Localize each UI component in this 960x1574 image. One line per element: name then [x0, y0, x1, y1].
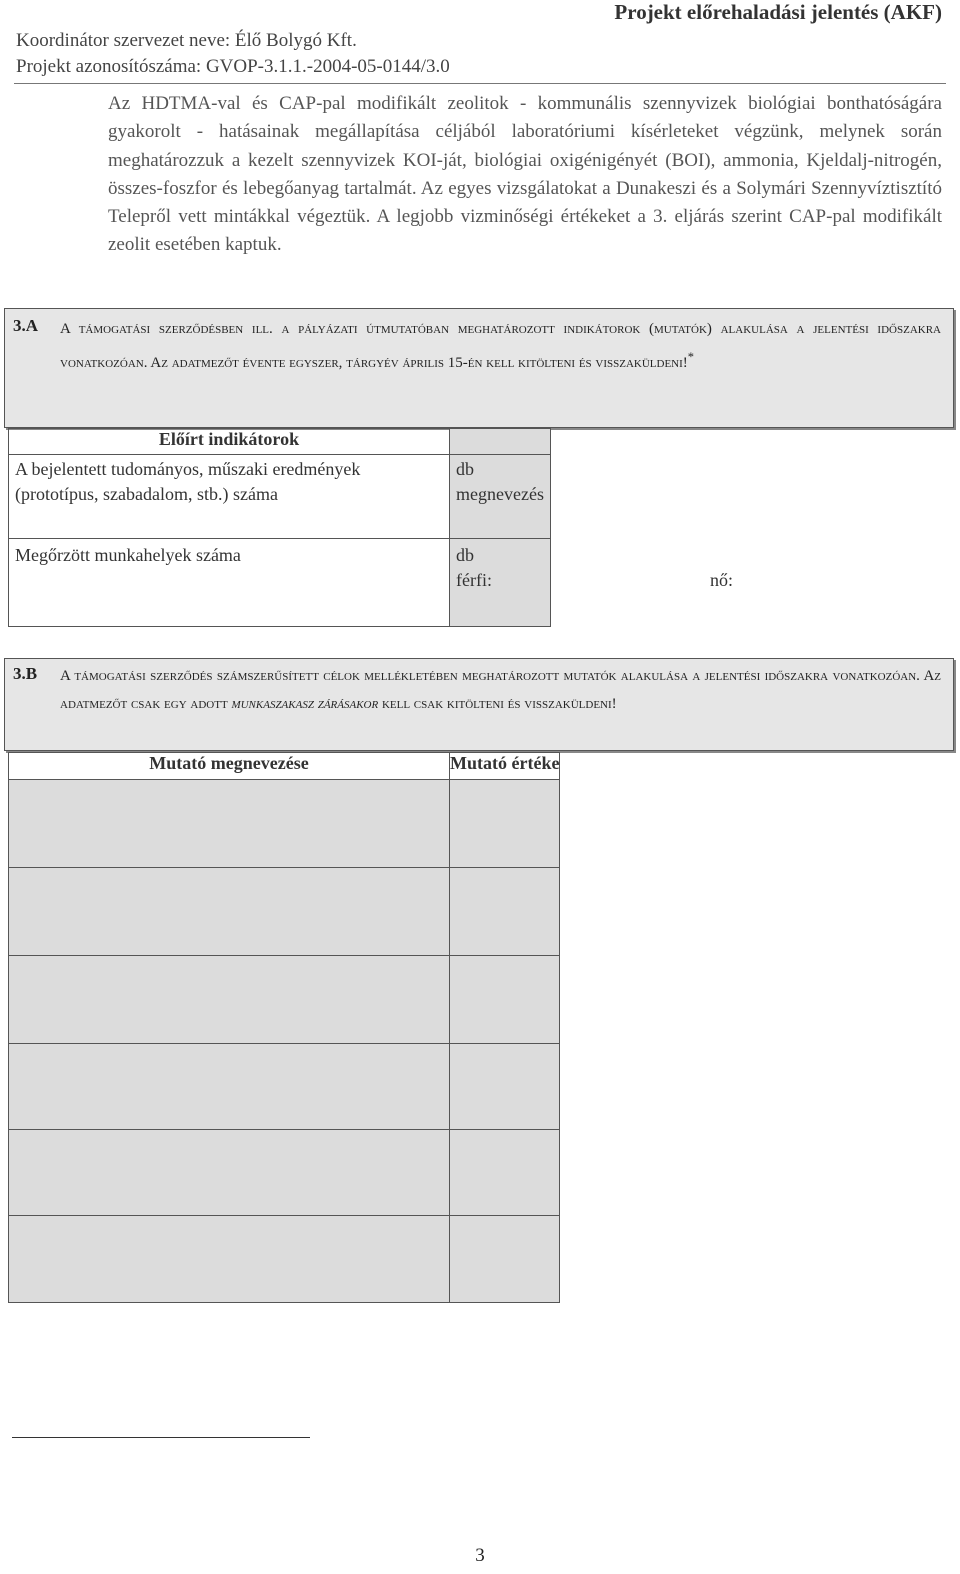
row2-male: férfi: — [456, 570, 492, 590]
section-b-text-part1: A támogatási szerződés számszerűsített célok mellékletében meghatározott mutatók alakulása a jelentési időszakra vonatkozóan. Az adatmezőt csak egy adott — [60, 668, 941, 712]
metric-name-cell[interactable] — [9, 1216, 450, 1303]
metric-value-cell[interactable] — [450, 1216, 560, 1303]
section-b-number: 3.B — [13, 664, 38, 683]
coordinator-name: Koordinátor szervezet neve: Élő Bolygó Kft. — [16, 30, 357, 51]
metric-value-cell[interactable] — [450, 1130, 560, 1216]
indicators-header: Előírt indikátorok — [9, 429, 450, 455]
indicators-header-empty — [450, 429, 551, 455]
section-b-box — [4, 658, 954, 751]
section-b-text-italic: munkaszakasz zárásakor — [231, 696, 379, 712]
metric-name-header: Mutató megnevezése — [9, 753, 450, 780]
metric-name-cell[interactable] — [9, 1044, 450, 1130]
row2-db: db — [456, 545, 474, 565]
section-b-text-part2: kell csak kitölteni és visszaküldeni! — [378, 696, 617, 712]
row1-value-cell[interactable] — [450, 455, 551, 539]
row1-name: megnevezés — [456, 484, 544, 504]
metric-value-cell[interactable] — [450, 868, 560, 956]
row1-db: db — [456, 459, 474, 479]
row2-female: nő: — [710, 570, 734, 590]
metric-value-cell[interactable] — [450, 780, 560, 868]
report-title: Projekt előrehaladási jelentés (AKF) — [614, 0, 942, 24]
intro-paragraph: Az HDTMA-val és CAP-pal modifikált zeolitok - kommunális szennyvizek biológiai bonthatóságára gyakorolt - hatásainak megállapítása céljából laboratóriumi kísérleteket végzünk, melynek során meghatározzuk a kezelt szennyvizek KOI-ját, biológiai oxigénigényét (BOI), ammonia, Kjeldalj-nitrogén, összes-foszfor és lebegőanyag tartalmát. Az egyes vizsgálatokat a Dunakeszi és a Solymári Szennyvíztisztító Telepről vett mintákkal végeztük. A legjobb vizminőségi értékeket a 3. eljárás szerint CAP-pal modifikált zeolit esetében kaptuk. — [108, 93, 942, 256]
metric-value-header: Mutató értéke — [450, 753, 560, 780]
header-rule — [14, 83, 946, 84]
section-a-text — [60, 315, 941, 377]
row1-label: A bejelentett tudományos, műszaki eredmények (prototípus, szabadalom, stb.) száma — [9, 455, 450, 539]
section-a-box — [4, 308, 954, 428]
row2-value-cell[interactable] — [450, 539, 734, 627]
metric-name-cell[interactable] — [9, 868, 450, 956]
project-id: Projekt azonosítószáma: GVOP-3.1.1.-2004-05-0144/3.0 — [16, 56, 450, 77]
metric-name-cell[interactable] — [9, 956, 450, 1044]
section-a-number: 3.A — [13, 316, 39, 335]
metric-name-cell[interactable] — [9, 1130, 450, 1216]
footnote-rule — [12, 1437, 310, 1438]
metric-value-cell[interactable] — [450, 956, 560, 1044]
metric-name-cell[interactable] — [9, 780, 450, 868]
metric-value-cell[interactable] — [450, 1044, 560, 1130]
page-number: 3 — [475, 1545, 485, 1566]
footnote-mark: * — [687, 350, 695, 364]
row2-label: Megőrzött munkahelyek száma — [9, 539, 450, 627]
section-a-text-body: A támogatási szerződésben ill. a pályázati útmutatóban meghatározott indikátorok (mutatók) alakulása a jelentési időszakra vonatkozóan. Az adatmezőt évente egyszer, tárgyév április 15-én kell kitölteni és visszaküldeni! — [60, 321, 941, 371]
metrics-table — [8, 752, 560, 1303]
indicators-table — [8, 428, 734, 627]
section-b-text — [60, 662, 941, 718]
